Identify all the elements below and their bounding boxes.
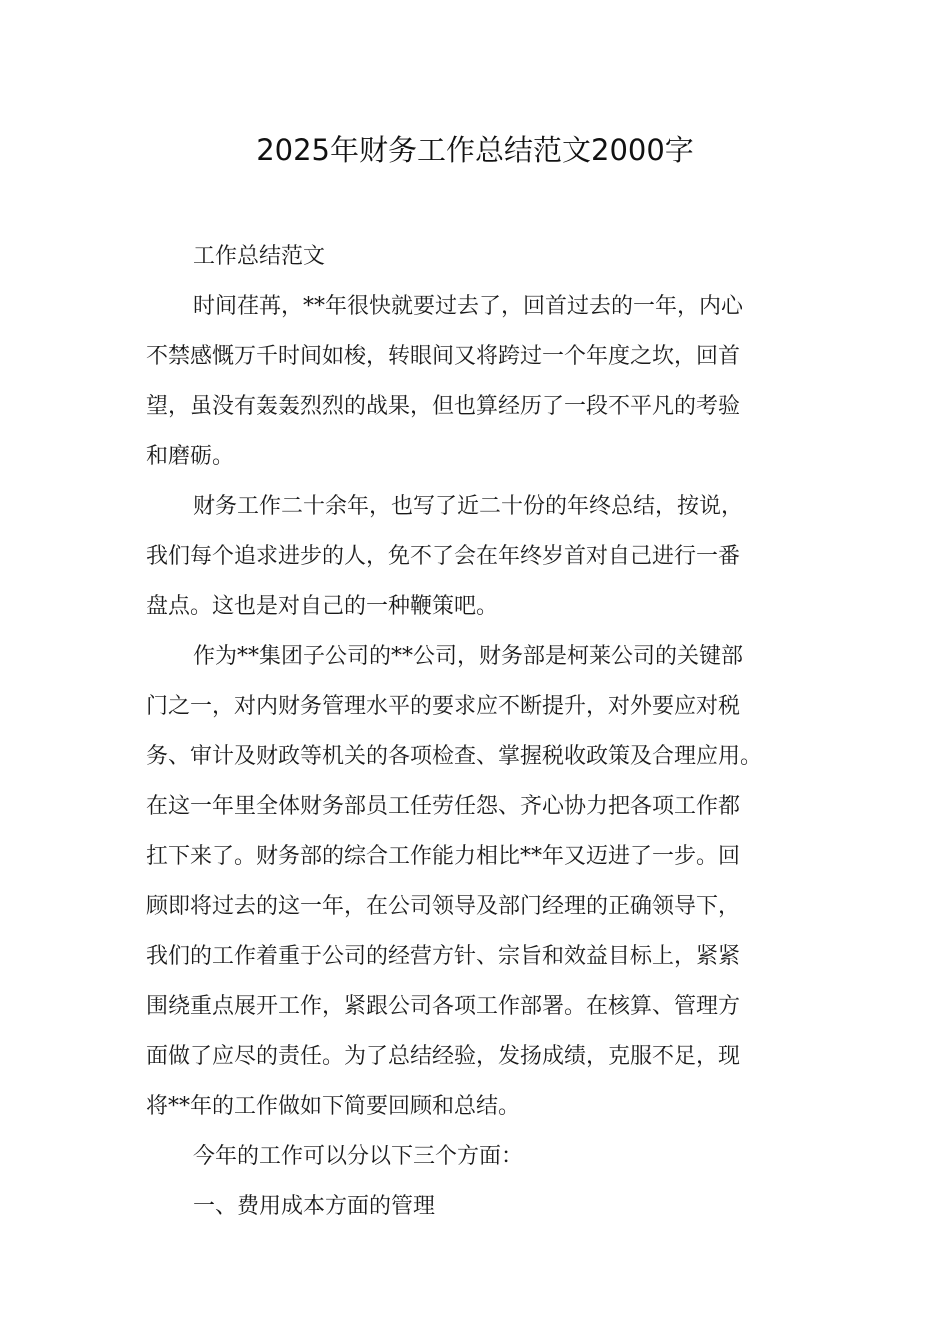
- section-heading-text: 一、费用成本方面的管理: [193, 1194, 436, 1219]
- paragraph-line: 顾即将过去的这一年，在公司领导及部门经理的正确领导下，: [146, 894, 741, 919]
- paragraph-line: 时间荏苒，**年很快就要过去了，回首过去的一年，内心: [193, 294, 744, 319]
- paragraph-line: 门之一，对内财务管理水平的要求应不断提升，对外要应对税: [146, 694, 741, 719]
- paragraph-line: 今年的工作可以分以下三个方面：: [193, 1144, 524, 1169]
- paragraph-line: 望，虽没有轰轰烈烈的战果，但也算经历了一段不平凡的考验: [146, 394, 741, 419]
- paragraph: [146, 482, 806, 632]
- paragraph-line: 面做了应尽的责任。为了总结经验，发扬成绩，克服不足，现: [146, 1044, 741, 1069]
- paragraph-line: 将**年的工作做如下简要回顾和总结。: [146, 1094, 521, 1119]
- paragraph: [146, 632, 806, 1132]
- paragraph-line: 盘点。这也是对自己的一种鞭策吧。: [146, 594, 499, 619]
- paragraph: [146, 1132, 806, 1182]
- document-body: [146, 232, 806, 1232]
- paragraph-line: 扛下来了。财务部的综合工作能力相比**年又迈进了一步。回: [146, 844, 741, 869]
- paragraph-line: 在这一年里全体财务部员工任劳任怨、齐心协力把各项工作都: [146, 794, 741, 819]
- section-heading: [146, 1182, 806, 1232]
- paragraph-line: 财务工作二十余年，也写了近二十份的年终总结，按说，: [193, 494, 744, 519]
- paragraph-line: 围绕重点展开工作，紧跟公司各项工作部署。在核算、管理方: [146, 994, 741, 1019]
- paragraph-line: 不禁感慨万千时间如梭，转眼间又将跨过一个年度之坎，回首: [146, 344, 741, 369]
- paragraph-line: 我们的工作着重于公司的经营方针、宗旨和效益目标上，紧紧: [146, 944, 741, 969]
- paragraph-line: 作为**集团子公司的**公司，财务部是柯莱公司的关键部: [193, 644, 744, 669]
- document-title: 2025年财务工作总结范文2000字: [256, 133, 694, 167]
- paragraph-line: 务、审计及财政等机关的各项检查、掌握税收政策及合理应用。: [146, 744, 763, 769]
- paragraph: [146, 282, 806, 482]
- paragraph-line: 我们每个追求进步的人，免不了会在年终岁首对自己进行一番: [146, 544, 741, 569]
- section-subtitle: 工作总结范文: [193, 244, 326, 269]
- paragraph-line: 和磨砺。: [146, 444, 235, 469]
